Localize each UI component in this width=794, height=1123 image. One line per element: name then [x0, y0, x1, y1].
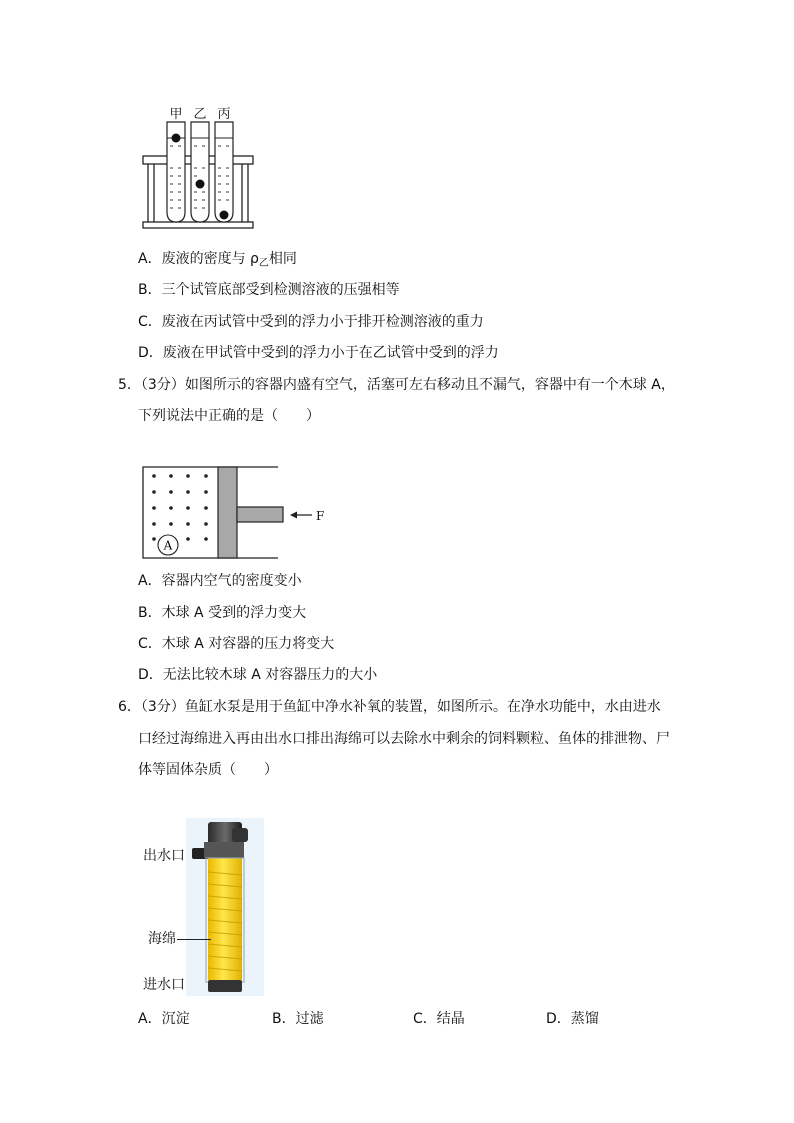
- q6-option-d: D．蒸馏: [546, 1011, 599, 1027]
- tube-label-yi: 乙: [193, 107, 207, 122]
- q5-option-d: D．无法比较木球 A 对容器压力的大小: [138, 667, 378, 683]
- q4-option-b: B．三个试管底部受到检测溶液的压强相等: [138, 282, 400, 298]
- q6-option-a: A．沉淀: [138, 1011, 190, 1027]
- q5-stem-line2: 下列说法中正确的是（ ）: [138, 408, 320, 424]
- q6-stem-line3: 体等固体杂质（ ）: [138, 762, 278, 778]
- ball-label: A: [163, 538, 173, 553]
- q5-option-b: B．木球 A 受到的浮力变大: [138, 605, 307, 621]
- ball-in-yi: [196, 180, 205, 189]
- q5-option-c: C．木球 A 对容器的压力将变大: [138, 636, 335, 652]
- pump-sponge-label: 海绵: [148, 931, 176, 947]
- tube-label-jia: 甲: [169, 107, 183, 122]
- q6-stem-line1: 6．（3分）鱼缸水泵是用于鱼缸中净水补氧的装置，如图所示。在净水功能中，水由进水: [118, 699, 661, 715]
- pump-outlet-label: 出水口: [143, 848, 185, 864]
- pump-inlet-label: 进水口: [143, 977, 185, 993]
- q4-option-c: C．废液在丙试管中受到的浮力小于排开检测溶液的重力: [138, 314, 484, 330]
- q4-option-d: D．废液在甲试管中受到的浮力小于在乙试管中受到的浮力: [138, 345, 499, 361]
- test-tube-bing: [215, 122, 233, 222]
- sponge-leader-line: [177, 939, 211, 940]
- ball-in-jia: [172, 134, 181, 143]
- force-label: F: [316, 509, 325, 523]
- q6-stem-line2: 口经过海绵进入再由出水口排出海绵可以去除水中剩余的饲料颗粒、鱼体的排泄物、尸: [138, 731, 670, 747]
- q6-option-c: C．结晶: [413, 1011, 465, 1027]
- q6-option-b: B．过滤: [272, 1011, 324, 1027]
- test-tube-yi: [191, 122, 209, 222]
- piston-container-figure: [140, 464, 330, 562]
- aquarium-pump-figure: [186, 818, 264, 996]
- q5-stem-line1: 5．（3分）如图所示的容器内盛有空气，活塞可左右移动且不漏气，容器中有一个木球 A，: [118, 377, 675, 393]
- ball-in-bing: [220, 211, 229, 220]
- q4-option-a: A．废液的密度与 $\rho_乙$相同: [138, 251, 297, 269]
- test-tube-rack-figure: [140, 104, 256, 232]
- tube-label-bing: 丙: [217, 107, 231, 122]
- q5-option-a: A．容器内空气的密度变小: [138, 573, 302, 589]
